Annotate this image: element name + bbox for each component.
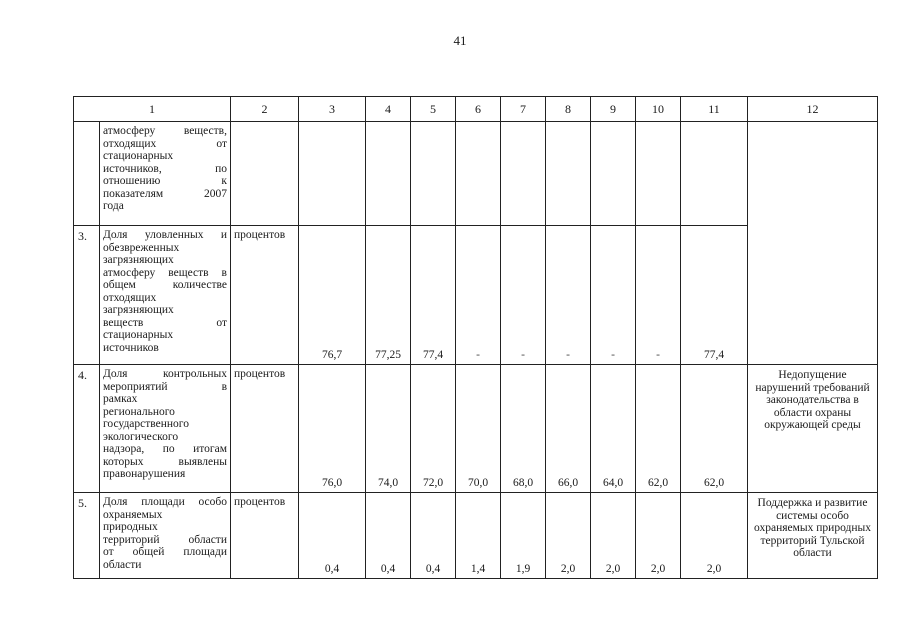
indicator-name-line: показателям 2007 <box>103 187 227 200</box>
indicator-name-line: загрязняющих <box>103 254 174 266</box>
value-cell: 0,4 <box>411 493 456 579</box>
header-row <box>74 97 878 122</box>
indicator-name-line: отходящих от <box>103 137 227 150</box>
value-cell: - <box>456 226 501 365</box>
value-cell: 62,0 <box>636 365 681 493</box>
indicator-name-line: мероприятий в <box>103 380 227 393</box>
indicator-name-line: которых выявлены <box>103 455 227 468</box>
value-cell: 77,4 <box>411 226 456 365</box>
header-cell: 12 <box>748 97 878 122</box>
table-row <box>74 365 878 493</box>
indicator-name <box>100 122 231 226</box>
indicator-name-line: Доля контрольных <box>103 368 227 380</box>
value-cell: 77,25 <box>366 226 411 365</box>
note-cell <box>748 122 878 365</box>
header-cell: 2 <box>231 97 299 122</box>
header-cell: 1 <box>74 97 231 122</box>
indicator-name-line: надзора, по итогам <box>103 443 227 455</box>
indicator-name-line: стационарных <box>103 329 174 341</box>
value-cell: - <box>546 226 591 365</box>
unit-cell: процентов <box>231 226 299 365</box>
indicator-name-line: отходящих <box>103 291 157 304</box>
indicator-name-line: общем количестве <box>103 279 227 291</box>
header-cell: 8 <box>546 97 591 122</box>
indicator-name-line: государственного <box>103 418 189 430</box>
indicator-name-line: обезвреженных <box>103 241 180 254</box>
value-cell: 2,0 <box>636 493 681 579</box>
value-cell: 68,0 <box>501 365 546 493</box>
value-cell: 2,0 <box>591 493 636 579</box>
table-row <box>74 493 878 579</box>
value-cell <box>636 122 681 226</box>
note-cell: Поддержка и развитие системы особо охраняемых природных территорий Тульской области <box>748 493 878 579</box>
row-index: 3. <box>74 226 100 365</box>
note-cell: Недопущение нарушений требований законодательства в области охраны окружающей среды <box>748 365 878 493</box>
value-cell: 77,4 <box>681 226 748 365</box>
header-cell: 11 <box>681 97 748 122</box>
value-cell: 72,0 <box>411 365 456 493</box>
header-cell: 3 <box>299 97 366 122</box>
value-cell: 0,4 <box>366 493 411 579</box>
indicator-name-line: года <box>103 200 124 212</box>
value-cell: 66,0 <box>546 365 591 493</box>
indicator-name-line: рамках <box>103 393 138 405</box>
indicator-name <box>100 365 231 493</box>
value-cell: 74,0 <box>366 365 411 493</box>
unit-cell: процентов <box>231 365 299 493</box>
indicator-name-line: охраняемых <box>103 508 163 521</box>
value-cell <box>681 122 748 226</box>
indicator-name-line: атмосферу веществ в <box>103 266 227 279</box>
indicator-name-line: веществ от <box>103 316 227 329</box>
indicator-name-line: области <box>103 558 142 571</box>
value-cell <box>366 122 411 226</box>
indicator-name-line: правонарушения <box>103 468 186 480</box>
indicator-name-line: атмосферу веществ, <box>103 125 227 137</box>
indicator-name-line: природных <box>103 521 158 533</box>
value-cell: - <box>591 226 636 365</box>
page-number: 41 <box>453 33 467 48</box>
indicator-name-line: загрязняющих <box>103 304 174 316</box>
value-cell: 76,7 <box>299 226 366 365</box>
value-cell: 70,0 <box>456 365 501 493</box>
indicators-table <box>73 96 878 579</box>
header-cell: 4 <box>366 97 411 122</box>
row-index: 5. <box>74 493 100 579</box>
value-cell: 1,9 <box>501 493 546 579</box>
value-cell: 62,0 <box>681 365 748 493</box>
header-cell: 5 <box>411 97 456 122</box>
value-cell: 1,4 <box>456 493 501 579</box>
indicator-name-line: Доля площади особо <box>103 496 227 508</box>
indicator-name-line: источников, по <box>103 162 227 175</box>
value-cell <box>591 122 636 226</box>
table-row <box>74 122 878 226</box>
value-cell <box>299 122 366 226</box>
row-index <box>74 122 100 226</box>
value-cell: - <box>501 226 546 365</box>
indicator-name-line: Доля уловленных и <box>103 229 227 241</box>
value-cell <box>501 122 546 226</box>
indicator-name-line: стационарных <box>103 150 174 162</box>
value-cell: - <box>636 226 681 365</box>
indicator-name-line: территорий области <box>103 533 227 546</box>
value-cell <box>411 122 456 226</box>
row-index: 4. <box>74 365 100 493</box>
value-cell: 0,4 <box>299 493 366 579</box>
indicator-name-line: экологического <box>103 430 179 443</box>
indicator-name-line: источников <box>103 341 159 354</box>
indicator-name-line: от общей площади <box>103 546 227 558</box>
indicator-name <box>100 493 231 579</box>
value-cell <box>456 122 501 226</box>
value-cell: 2,0 <box>681 493 748 579</box>
value-cell: 76,0 <box>299 365 366 493</box>
unit-cell <box>231 122 299 226</box>
unit-cell: процентов <box>231 493 299 579</box>
header-cell: 9 <box>591 97 636 122</box>
value-cell: 64,0 <box>591 365 636 493</box>
indicator-name <box>100 226 231 365</box>
indicator-name-line: регионального <box>103 405 175 418</box>
header-cell: 7 <box>501 97 546 122</box>
header-cell: 6 <box>456 97 501 122</box>
indicator-name-line: отношению к <box>103 175 227 187</box>
header-cell: 10 <box>636 97 681 122</box>
value-cell <box>546 122 591 226</box>
value-cell: 2,0 <box>546 493 591 579</box>
